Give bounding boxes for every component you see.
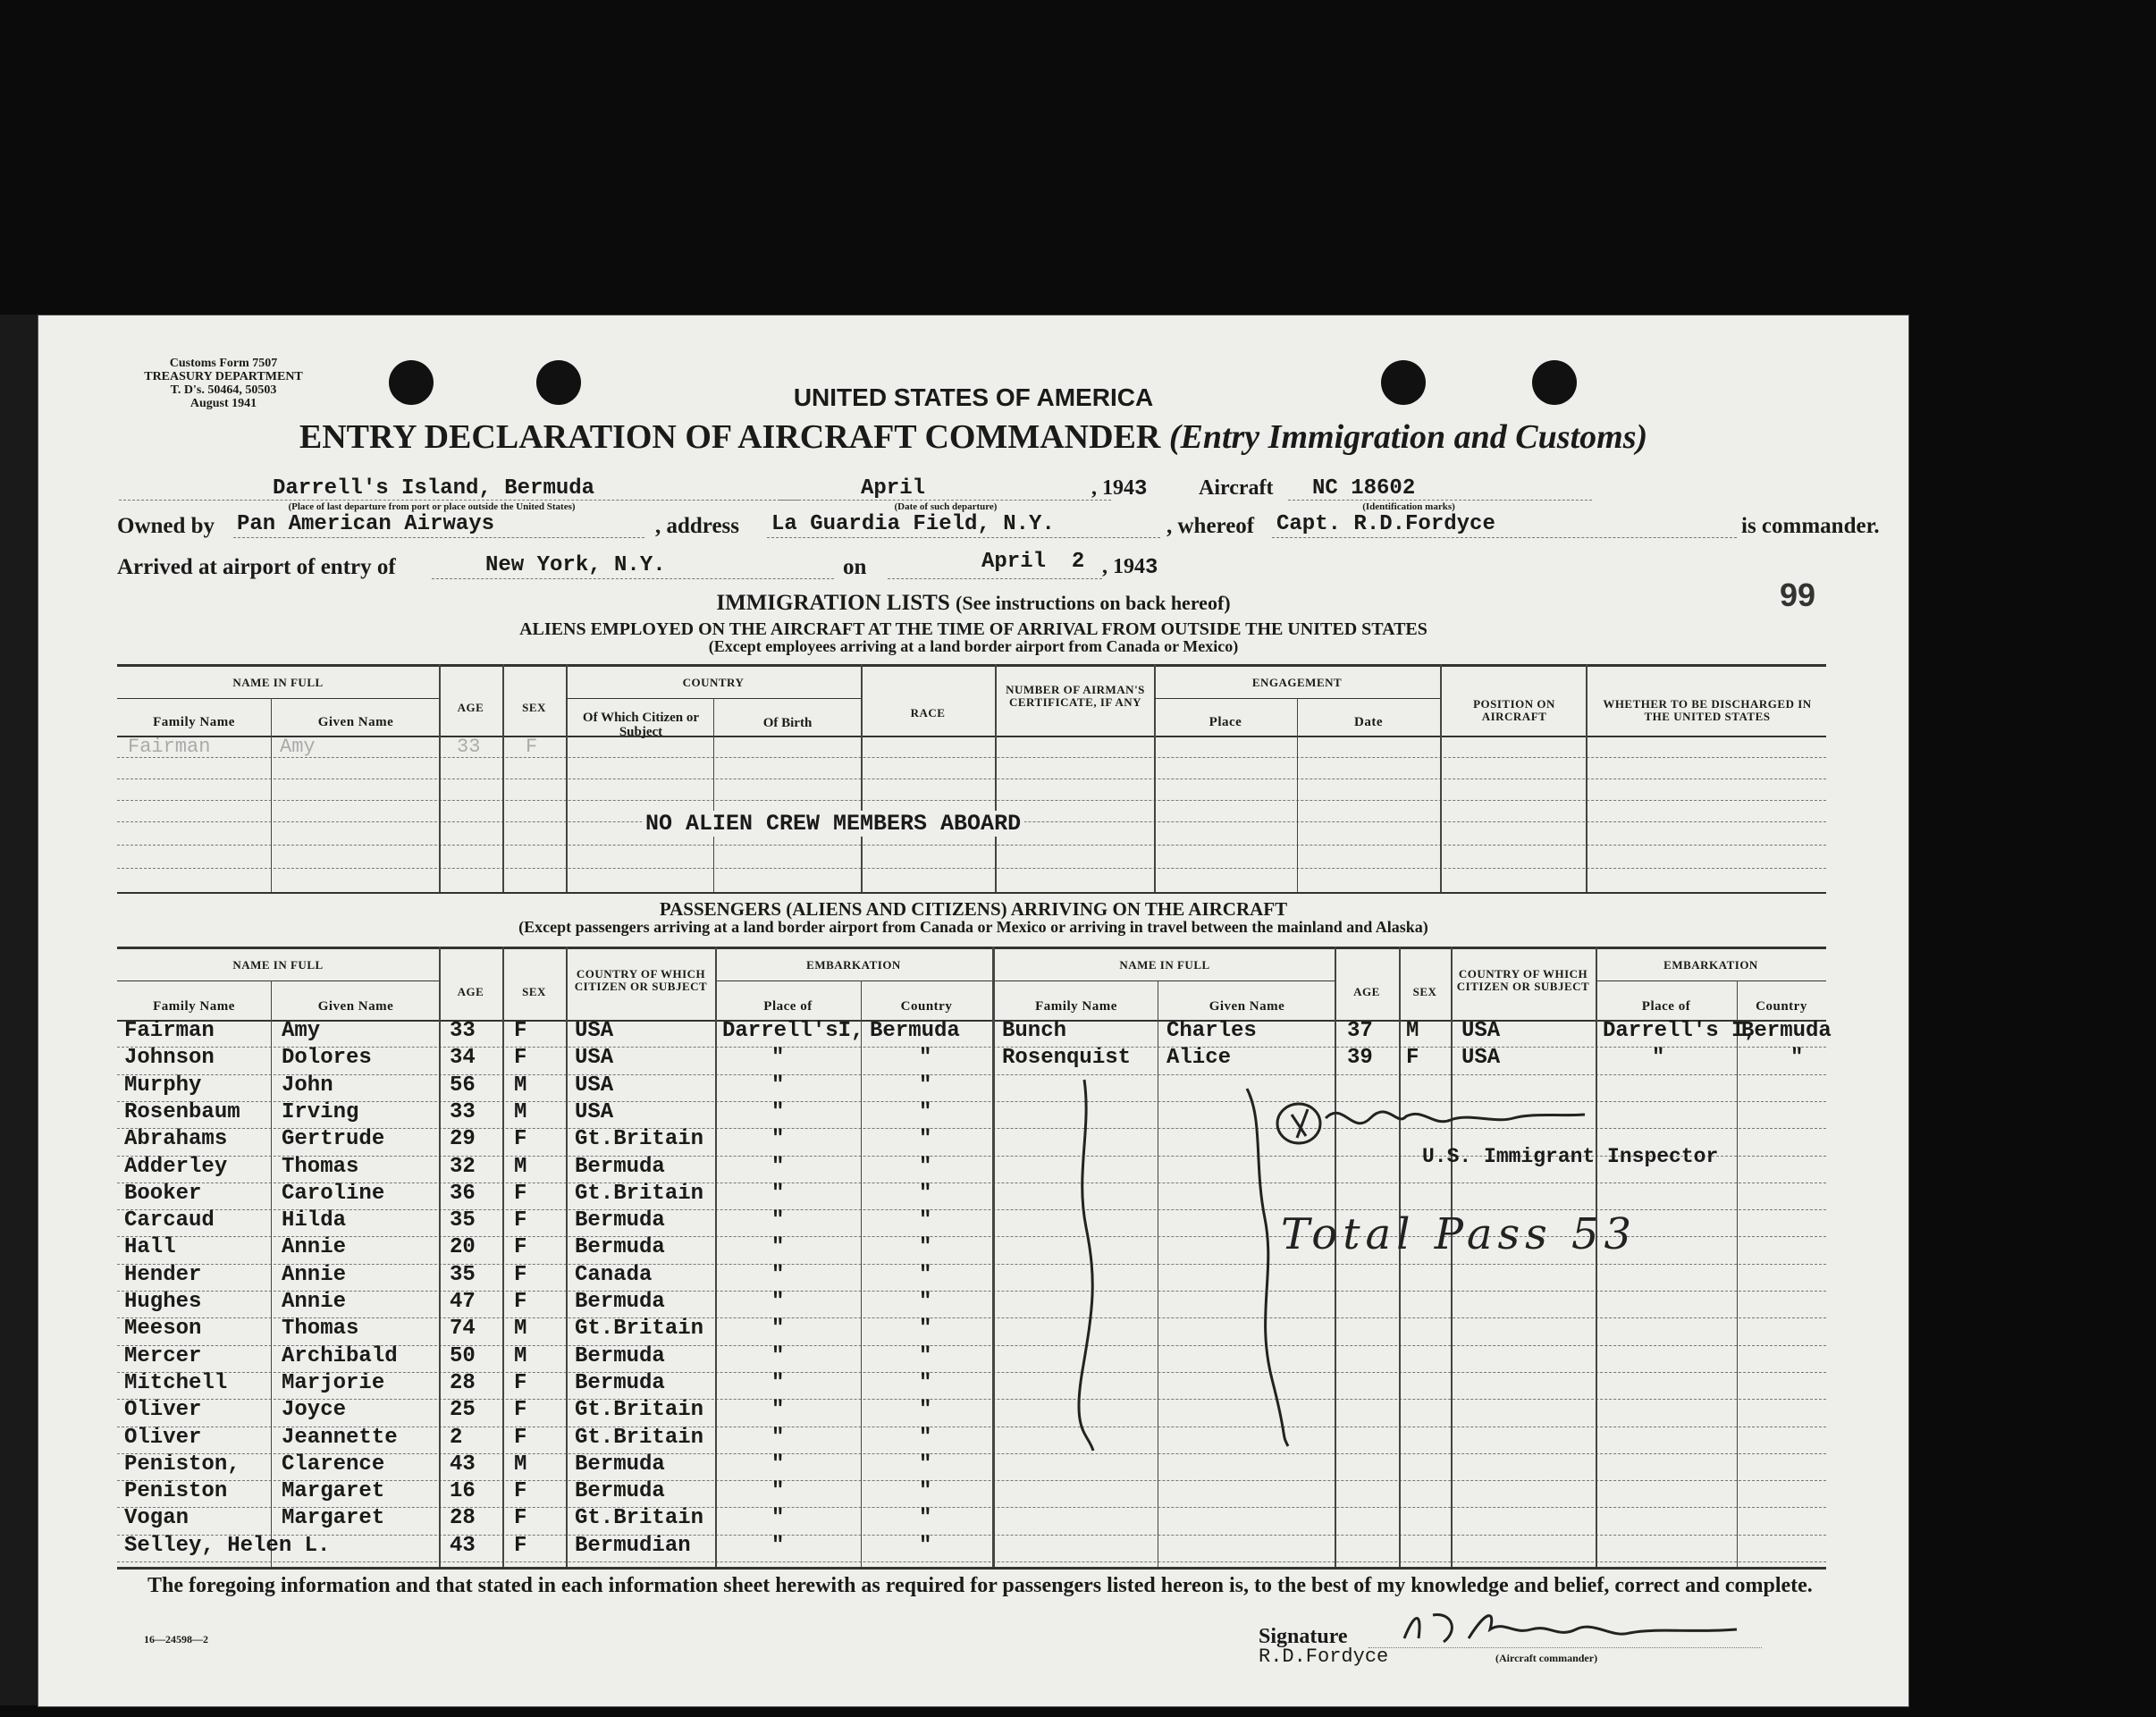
bleed-given: Amy — [280, 736, 316, 758]
pax-left-country: Bermuda — [575, 1290, 665, 1314]
pax-left-country: Bermuda — [575, 1154, 665, 1179]
pax-right-embark-country: Bermuda — [1741, 1019, 1832, 1043]
arrival-year-label — [1102, 555, 1158, 580]
pax-left-sex: F — [514, 1533, 527, 1558]
pax-left-family: Hall — [124, 1235, 176, 1260]
pax-left-given: Amy — [282, 1019, 321, 1043]
pax-left-embark-place: " — [771, 1073, 785, 1098]
immigration-title — [38, 591, 1908, 616]
departure-date-caption: (Date of such departure) — [894, 501, 998, 512]
form-code: 16—24598—2 — [144, 1633, 208, 1645]
pax-left-age: 28 — [450, 1506, 476, 1531]
customs-form-number: Customs Form 7507 — [169, 357, 278, 370]
pax-left-sex: F — [514, 1181, 527, 1206]
pax-left-family: Hender — [124, 1262, 202, 1287]
page-number: 99 — [1780, 577, 1816, 613]
pax-left-given: Caroline — [282, 1181, 385, 1206]
td-numbers: T. D's. 50464, 50503 — [170, 383, 277, 397]
pax-left-sex: F — [514, 1019, 527, 1043]
main-title — [38, 417, 1908, 457]
pax-left-given: Thomas — [282, 1317, 359, 1342]
pax-left-given: Irving — [282, 1099, 359, 1124]
declaration-text: The foregoing information and that stated in each information sheet herewith as required for passengers listed hereon is, to the best of my knowledge and belief, correct and complete. — [147, 1574, 1813, 1597]
pax-left-sex: F — [514, 1290, 527, 1314]
pax-left-age: 43 — [450, 1452, 476, 1477]
pax-left-country: USA — [575, 1099, 614, 1124]
pax-left-given: Annie — [282, 1235, 347, 1260]
crew-col-position: POSITION ON AIRCRAFT — [1473, 697, 1555, 723]
pax-r-col-embark-country: Country — [1756, 999, 1807, 1014]
passengers-heading: PASSENGERS (ALIENS AND CITIZENS) ARRIVING ON THE AIRCRAFT — [659, 898, 1288, 920]
crew-col-country: COUNTRY — [682, 676, 745, 689]
pax-right-country: USA — [1461, 1046, 1501, 1071]
year-prefix: , 194 — [1091, 476, 1134, 500]
pax-left-given: Dolores — [282, 1046, 372, 1071]
pax-left-age: 36 — [450, 1181, 476, 1206]
pax-left-age: 20 — [450, 1235, 476, 1260]
pax-left-given: Clarence — [282, 1452, 385, 1477]
pax-left-embark-place: " — [771, 1398, 785, 1423]
crew-col-discharged: WHETHER TO BE DISCHARGED IN THE UNITED STATES — [1603, 697, 1812, 723]
pax-col-country: COUNTRY OF WHICH CITIZEN OR SUBJECT — [574, 967, 708, 993]
pax-left-embark-country: " — [919, 1099, 932, 1124]
crew-col-citizen: Of Which Citizen or Subject — [582, 711, 700, 739]
handwritten-ditto-line — [1066, 1075, 1120, 1460]
pax-left-country: USA — [575, 1046, 614, 1071]
form-date: August 1941 — [189, 397, 257, 410]
pax-left-age: 2 — [450, 1425, 463, 1450]
pax-left-embark-country: " — [919, 1073, 932, 1098]
pax-col-given-name: Given Name — [317, 999, 394, 1014]
pax-left-embark-place: " — [771, 1506, 785, 1531]
pax-left-family: Johnson — [124, 1046, 215, 1071]
pax-left-sex: F — [514, 1370, 527, 1395]
pax-left-given: Hilda — [282, 1208, 347, 1233]
pax-left-embark-place: " — [771, 1370, 785, 1395]
pax-left-embark-place: " — [771, 1317, 785, 1342]
pax-left-country: Bermuda — [575, 1235, 665, 1260]
pax-left-country: Bermuda — [575, 1208, 665, 1233]
pax-left-family: Vogan — [124, 1506, 189, 1531]
year-label — [1091, 476, 1147, 501]
bleed-sex: F — [526, 736, 538, 758]
pax-left-embark-country: " — [919, 1127, 932, 1152]
bleed-family: Fairman — [128, 736, 211, 758]
pax-left-country: Bermuda — [575, 1343, 665, 1368]
pax-left-embark-place: " — [771, 1181, 785, 1206]
departure-place: Darrell's Island, Bermuda — [273, 476, 595, 501]
pax-left-embark-country: " — [919, 1533, 932, 1558]
pax-right-sex: M — [1406, 1019, 1419, 1043]
is-commander-label: is commander. — [1741, 514, 1880, 538]
pax-left-age: 43 — [450, 1533, 476, 1558]
arrival-year-digit: 3 — [1145, 556, 1158, 580]
address-label: , address — [655, 514, 740, 538]
pax-right-embark-country: " — [1790, 1046, 1804, 1071]
pax-left-age: 16 — [450, 1479, 476, 1504]
pax-left-embark-country: " — [919, 1506, 932, 1531]
pax-left-age: 47 — [450, 1290, 476, 1314]
signer-name: R.D.Fordyce — [1259, 1645, 1389, 1668]
pax-r-col-place: Place of — [1641, 999, 1691, 1014]
aircraft-caption: (Identification marks) — [1362, 501, 1455, 512]
aircraft-label: Aircraft — [1199, 476, 1274, 500]
pax-left-embark-place: " — [771, 1154, 785, 1179]
pax-left-sex: M — [514, 1343, 527, 1368]
owned-by-label: Owned by — [117, 514, 215, 538]
pax-left-embark-country: " — [919, 1398, 932, 1423]
pax-left-sex: F — [514, 1208, 527, 1233]
total-passengers-note: Total Pass 53 — [1281, 1209, 1638, 1259]
crew-col-airman-cert: NUMBER OF AIRMAN'S CERTIFICATE, IF ANY — [1006, 683, 1145, 709]
pax-left-embark-country: " — [919, 1262, 932, 1287]
country-title: UNITED STATES OF AMERICA — [793, 383, 1154, 411]
pax-left-sex: M — [514, 1099, 527, 1124]
pax-left-embark-place: " — [771, 1099, 785, 1124]
arrival-year-prefix: , 194 — [1102, 555, 1145, 578]
pax-left-given: Marjorie — [282, 1370, 385, 1395]
pax-left-family: Fairman — [124, 1019, 215, 1043]
pax-r-col-name-in-full: NAME IN FULL — [1119, 958, 1210, 972]
pax-left-country: Gt.Britain — [575, 1127, 704, 1152]
pax-r-col-family-name: Family Name — [1035, 999, 1117, 1014]
pax-left-embark-place: " — [771, 1046, 785, 1071]
department-name: TREASURY DEPARTMENT — [144, 370, 303, 383]
owner: Pan American Airways — [237, 512, 495, 536]
pax-right-given: Charles — [1166, 1019, 1257, 1043]
pax-left-embark-country: " — [919, 1425, 932, 1450]
pax-left-given: John — [282, 1073, 333, 1098]
pax-left-family: Selley, Helen L. — [124, 1533, 331, 1558]
pax-left-country: Bermuda — [575, 1452, 665, 1477]
pax-left-sex: F — [514, 1046, 527, 1071]
aircraft-id: NC 18602 — [1312, 476, 1416, 501]
pax-col-sex: SEX — [522, 985, 546, 998]
pax-left-family: Peniston, — [124, 1452, 240, 1477]
aliens-heading: ALIENS EMPLOYED ON THE AIRCRAFT AT THE TIME OF ARRIVAL FROM OUTSIDE THE UNITED STATES — [519, 619, 1428, 639]
pax-left-family: Abrahams — [124, 1127, 228, 1152]
pax-left-embark-place: Darrell'sI, — [722, 1019, 864, 1043]
crew-col-sex: SEX — [522, 701, 546, 714]
crew-col-name-in-full: NAME IN FULL — [232, 676, 324, 689]
pax-right-embark-place: " — [1652, 1046, 1665, 1071]
pax-left-family: Mitchell — [124, 1370, 228, 1395]
pax-left-age: 33 — [450, 1099, 476, 1124]
pax-col-family-name: Family Name — [153, 999, 235, 1014]
crew-col-engagement: ENGAGEMENT — [1251, 676, 1343, 689]
crew-col-birth: Of Birth — [762, 716, 813, 730]
pax-left-embark-place: " — [771, 1208, 785, 1233]
pax-left-given: Annie — [282, 1262, 347, 1287]
crew-col-race: RACE — [910, 706, 946, 720]
address: La Guardia Field, N.Y. — [771, 512, 1055, 536]
departure-date: April — [861, 476, 926, 501]
pax-left-country: Canada — [575, 1262, 653, 1287]
pax-left-embark-place: " — [771, 1533, 785, 1558]
pax-left-embark-place: " — [771, 1343, 785, 1368]
pax-left-country: USA — [575, 1073, 614, 1098]
pax-left-country: Bermuda — [575, 1479, 665, 1504]
scan-border — [0, 315, 39, 1705]
pax-left-age: 32 — [450, 1154, 476, 1179]
pax-left-sex: F — [514, 1262, 527, 1287]
pax-left-age: 28 — [450, 1370, 476, 1395]
pax-left-given: Joyce — [282, 1398, 347, 1423]
pax-left-embark-place: " — [771, 1262, 785, 1287]
inspector-title: U.S. Immigrant Inspector — [1422, 1145, 1719, 1168]
pax-left-family: Meeson — [124, 1317, 202, 1342]
pax-left-given: Archibald — [282, 1343, 398, 1368]
pax-left-embark-place: " — [771, 1452, 785, 1477]
pax-left-embark-country: " — [919, 1343, 932, 1368]
pax-left-country: Bermuda — [575, 1370, 665, 1395]
pax-left-sex: F — [514, 1506, 527, 1531]
pax-left-age: 29 — [450, 1127, 476, 1152]
pax-left-family: Mercer — [124, 1343, 202, 1368]
pax-left-embark-country: " — [919, 1479, 932, 1504]
pax-left-family: Murphy — [124, 1073, 202, 1098]
pax-left-sex: F — [514, 1425, 527, 1450]
pax-left-country: Bermudian — [575, 1533, 691, 1558]
pax-left-sex: M — [514, 1452, 527, 1477]
pax-right-age: 37 — [1347, 1019, 1373, 1043]
pax-left-country: Gt.Britain — [575, 1506, 704, 1531]
commander-signature-icon — [1397, 1603, 1746, 1656]
pax-left-country: USA — [575, 1019, 614, 1043]
pax-r-col-country: COUNTRY OF WHICH CITIZEN OR SUBJECT — [1456, 967, 1590, 993]
pax-left-embark-country: " — [919, 1317, 932, 1342]
pax-left-sex: F — [514, 1479, 527, 1504]
pax-col-name-in-full: NAME IN FULL — [232, 958, 324, 972]
pax-right-age: 39 — [1347, 1046, 1373, 1071]
pax-left-family: Carcaud — [124, 1208, 215, 1233]
immigration-title-text: IMMIGRATION LISTS — [716, 591, 950, 615]
passengers-except: (Except passengers arriving at a land border airport from Canada or Mexico or arriving in travel between the mainland and Alaska) — [518, 918, 1428, 936]
pax-left-country: Gt.Britain — [575, 1398, 704, 1423]
pax-left-sex: F — [514, 1398, 527, 1423]
pax-left-sex: M — [514, 1073, 527, 1098]
pax-left-given: Thomas — [282, 1154, 359, 1179]
crew-col-date: Date — [1354, 715, 1383, 729]
pax-left-family: Rosenbaum — [124, 1099, 240, 1124]
pax-left-sex: F — [514, 1235, 527, 1260]
pax-col-age: AGE — [457, 985, 484, 998]
commander: Capt. R.D.Fordyce — [1276, 512, 1495, 536]
immigration-title-note: (See instructions on back hereof) — [956, 592, 1231, 614]
pax-r-col-embarkation: EMBARKATION — [1663, 958, 1758, 972]
whereof-label: , whereof — [1166, 514, 1255, 538]
pax-left-age: 35 — [450, 1262, 476, 1287]
pax-left-family: Hughes — [124, 1290, 202, 1314]
pax-left-embark-country: " — [919, 1208, 932, 1233]
main-title-subtitle: (Entry Immigration and Customs) — [1168, 418, 1648, 456]
pax-col-place: Place of — [763, 999, 813, 1014]
pax-left-family: Booker — [124, 1181, 202, 1206]
pax-left-embark-place: " — [771, 1290, 785, 1314]
pax-r-col-given-name: Given Name — [1209, 999, 1285, 1014]
no-alien-crew-note: NO ALIEN CREW MEMBERS ABOARD — [642, 811, 1024, 837]
pax-right-country: USA — [1461, 1019, 1501, 1043]
crew-col-given-name: Given Name — [317, 715, 394, 729]
pax-left-family: Oliver — [124, 1425, 202, 1450]
pax-left-embark-country: Bermuda — [870, 1019, 960, 1043]
pax-right-family: Bunch — [1002, 1019, 1067, 1043]
arrival-date: April 2 — [981, 550, 1085, 574]
year-digit: 3 — [1134, 477, 1148, 501]
pax-left-given: Gertrude — [282, 1127, 385, 1152]
pax-right-embark-place: Darrell's I, — [1603, 1019, 1757, 1043]
pax-left-embark-place: " — [771, 1425, 785, 1450]
pax-left-embark-country: " — [919, 1046, 932, 1071]
pax-left-given: Margaret — [282, 1479, 385, 1504]
arrival-airport: New York, N.Y. — [485, 553, 666, 577]
pax-left-embark-country: " — [919, 1452, 932, 1477]
pax-left-embark-country: " — [919, 1235, 932, 1260]
pax-left-age: 74 — [450, 1317, 476, 1342]
pax-left-age: 25 — [450, 1398, 476, 1423]
pax-left-family: Peniston — [124, 1479, 228, 1504]
pax-left-age: 34 — [450, 1046, 476, 1071]
pax-left-embark-place: " — [771, 1235, 785, 1260]
pax-left-sex: M — [514, 1317, 527, 1342]
main-title-text: ENTRY DECLARATION OF AIRCRAFT COMMANDER — [299, 418, 1161, 456]
crew-col-age: AGE — [457, 701, 484, 714]
bleed-age: 33 — [457, 736, 481, 758]
pax-left-embark-place: " — [771, 1127, 785, 1152]
pax-left-age: 35 — [450, 1208, 476, 1233]
aliens-except: (Except employees arriving at a land border airport from Canada or Mexico) — [708, 637, 1239, 655]
pax-left-embark-country: " — [919, 1290, 932, 1314]
pax-right-sex: F — [1406, 1046, 1419, 1071]
pax-left-age: 56 — [450, 1073, 476, 1098]
pax-left-embark-country: " — [919, 1181, 932, 1206]
pax-left-given: Margaret — [282, 1506, 385, 1531]
pax-left-sex: M — [514, 1154, 527, 1179]
pax-left-country: Gt.Britain — [575, 1181, 704, 1206]
pax-left-embark-country: " — [919, 1154, 932, 1179]
pax-r-col-age: AGE — [1353, 985, 1380, 998]
signature-caption: (Aircraft commander) — [1495, 1652, 1598, 1664]
pax-left-age: 33 — [450, 1019, 476, 1043]
pax-col-embarkation: EMBARKATION — [806, 958, 901, 972]
pax-left-family: Adderley — [124, 1154, 228, 1179]
crew-col-place: Place — [1209, 715, 1242, 729]
on-label: on — [843, 555, 867, 579]
pax-r-col-sex: SEX — [1412, 985, 1437, 998]
pax-left-country: Gt.Britain — [575, 1317, 704, 1342]
crew-col-family-name: Family Name — [153, 715, 235, 729]
pax-right-family: Rosenquist — [1002, 1046, 1132, 1071]
pax-left-age: 50 — [450, 1343, 476, 1368]
pax-right-given: Alice — [1166, 1046, 1232, 1071]
arrived-label: Arrived at airport of entry of — [117, 555, 396, 579]
document-page — [38, 315, 1909, 1707]
pax-left-sex: F — [514, 1127, 527, 1152]
signature-label: Signature — [1259, 1625, 1348, 1648]
pax-left-given: Annie — [282, 1290, 347, 1314]
pax-col-embark-country: Country — [900, 999, 953, 1014]
pax-left-given: Jeannette — [282, 1425, 398, 1450]
departure-place-caption: (Place of last departure from port or place outside the United States) — [288, 501, 576, 512]
pax-left-country: Gt.Britain — [575, 1425, 704, 1450]
pax-left-embark-place: " — [771, 1479, 785, 1504]
pax-left-family: Oliver — [124, 1398, 202, 1423]
pax-left-embark-country: " — [919, 1370, 932, 1395]
